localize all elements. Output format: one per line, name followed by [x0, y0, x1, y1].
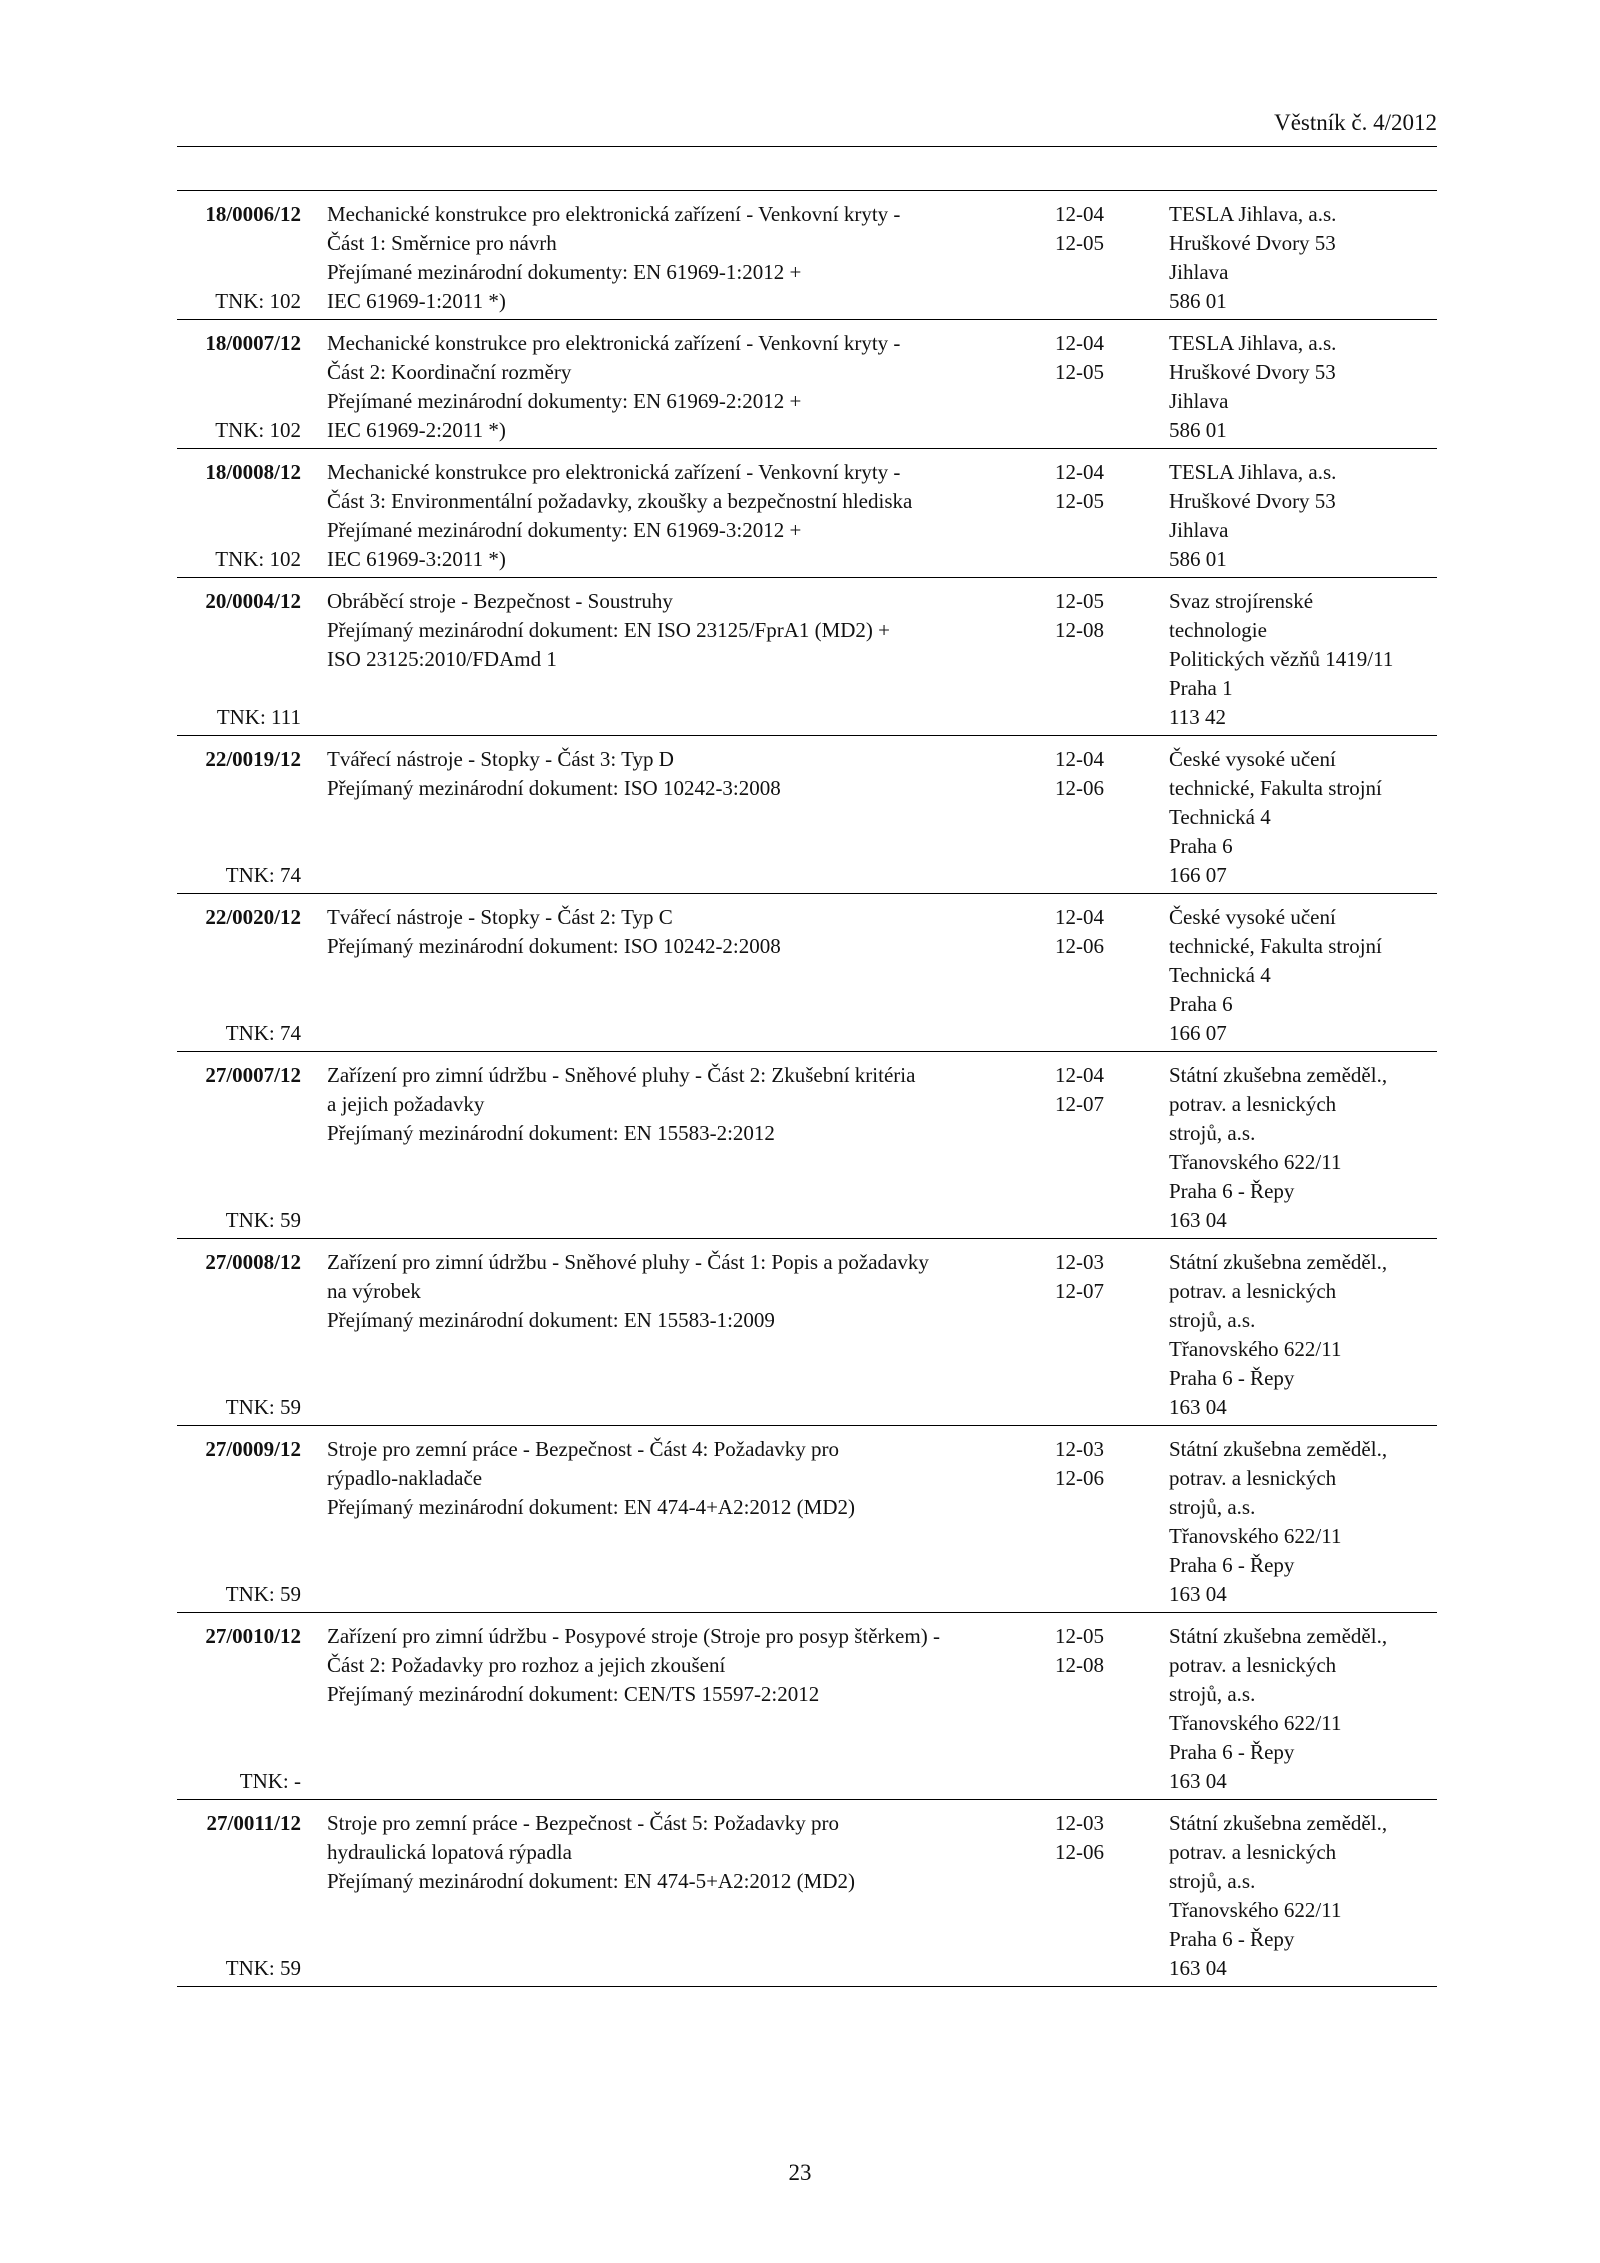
date-line: 12-04 [1055, 460, 1104, 484]
tnk-number: TNK: 74 [225, 863, 301, 887]
title-line: rýpadlo-nakladače [327, 1466, 483, 1490]
date-line: 12-05 [1055, 1624, 1104, 1648]
date-line: 12-04 [1055, 1063, 1104, 1087]
organization-line: strojů, a.s. [1169, 1121, 1256, 1145]
organization-line: Třanovského 622/11 [1169, 1898, 1342, 1922]
organization-line: České vysoké učení [1169, 905, 1336, 929]
standard-code: 27/0009/12 [205, 1437, 301, 1461]
standard-code: 22/0020/12 [205, 905, 301, 929]
standard-id-cell [177, 745, 301, 890]
date-line: 12-06 [1055, 776, 1104, 800]
organization-line: Technická 4 [1169, 805, 1271, 829]
title-line: Zařízení pro zimní údržbu - Posypové stroje (Stroje pro posyp štěrkem) - [327, 1624, 940, 1648]
standard-title-cell [327, 745, 1017, 803]
title-line: Obráběcí stroje - Bezpečnost - Soustruhy [327, 589, 673, 613]
organization-line: strojů, a.s. [1169, 1869, 1256, 1893]
date-line: 12-03 [1055, 1811, 1104, 1835]
organization-line: Jihlava [1169, 389, 1229, 413]
organization-line: potrav. a lesnických [1169, 1653, 1337, 1677]
standard-id-cell [177, 1248, 301, 1422]
organization-line: 166 07 [1169, 1021, 1227, 1045]
organization-cell [1169, 745, 1437, 890]
organization-line: 163 04 [1169, 1395, 1227, 1419]
organization-line: potrav. a lesnických [1169, 1092, 1337, 1116]
title-line: a jejich požadavky [327, 1092, 485, 1116]
title-line: Mechanické konstrukce pro elektronická zařízení - Venkovní kryty - [327, 331, 901, 355]
standard-title-cell [327, 903, 1017, 961]
date-line: 12-05 [1055, 231, 1104, 255]
standard-id-cell [177, 1061, 301, 1235]
organization-line: Praha 6 - Řepy [1169, 1366, 1295, 1390]
title-line: Přejímaný mezinárodní dokument: EN 15583-2:2012 [327, 1121, 775, 1145]
organization-line: Hruškové Dvory 53 [1169, 489, 1336, 513]
organization-line: Praha 6 - Řepy [1169, 1553, 1295, 1577]
dates-cell [1055, 1435, 1145, 1493]
title-line: Přejímaný mezinárodní dokument: ISO 10242-2:2008 [327, 934, 781, 958]
title-line: Přejímané mezinárodní dokumenty: EN 61969-2:2012 + [327, 389, 802, 413]
tnk-number: TNK: 74 [225, 1021, 301, 1045]
standard-id-cell [177, 458, 301, 574]
date-line: 12-08 [1055, 1653, 1104, 1677]
organization-line: technické, Fakulta strojní [1169, 776, 1382, 800]
table-row [177, 894, 1437, 1052]
organization-line: Státní zkušebna zeměděl., [1169, 1811, 1388, 1835]
page-number: 23 [788, 2160, 812, 2185]
organization-cell [1169, 1809, 1437, 1983]
title-line: Přejímaný mezinárodní dokument: EN 474-4+A2:2012 (MD2) [327, 1495, 856, 1519]
title-line: Přejímaný mezinárodní dokument: ISO 10242-3:2008 [327, 776, 781, 800]
tnk-number: TNK: 59 [225, 1956, 301, 1980]
organization-line: Jihlava [1169, 260, 1229, 284]
title-line: IEC 61969-3:2011 *) [327, 547, 506, 571]
title-line: Mechanické konstrukce pro elektronická zařízení - Venkovní kryty - [327, 202, 901, 226]
organization-line: Státní zkušebna zeměděl., [1169, 1437, 1388, 1461]
title-line: Část 2: Požadavky pro rozhoz a jejich zkoušení [327, 1653, 726, 1677]
date-line: 12-05 [1055, 489, 1104, 513]
organization-line: TESLA Jihlava, a.s. [1169, 460, 1337, 484]
organization-line: Třanovského 622/11 [1169, 1524, 1342, 1548]
date-line: 12-06 [1055, 1840, 1104, 1864]
organization-line: Hruškové Dvory 53 [1169, 360, 1336, 384]
organization-cell [1169, 329, 1437, 445]
tnk-number: TNK: 59 [225, 1208, 301, 1232]
title-line: Stroje pro zemní práce - Bezpečnost - Část 5: Požadavky pro [327, 1811, 840, 1835]
organization-cell [1169, 200, 1437, 316]
standard-title-cell [327, 200, 1017, 316]
standard-code: 27/0008/12 [205, 1250, 301, 1274]
organization-line: 113 42 [1169, 705, 1226, 729]
organization-line: Praha 6 - Řepy [1169, 1740, 1295, 1764]
date-line: 12-06 [1055, 934, 1104, 958]
table-row [177, 736, 1437, 894]
date-line: 12-04 [1055, 747, 1104, 771]
title-line: Přejímaný mezinárodní dokument: CEN/TS 15597-2:2012 [327, 1682, 820, 1706]
title-line: Část 2: Koordinační rozměry [327, 360, 572, 384]
organization-line: strojů, a.s. [1169, 1682, 1256, 1706]
date-line: 12-04 [1055, 331, 1104, 355]
organization-cell [1169, 903, 1437, 1048]
table-row [177, 320, 1437, 449]
organization-cell [1169, 1061, 1437, 1235]
organization-line: 163 04 [1169, 1769, 1227, 1793]
organization-line: 163 04 [1169, 1582, 1227, 1606]
dates-cell [1055, 1809, 1145, 1867]
organization-line: Státní zkušebna zeměděl., [1169, 1250, 1388, 1274]
tnk-number: TNK: 59 [225, 1582, 301, 1606]
standard-id-cell [177, 200, 301, 316]
organization-line: Praha 6 - Řepy [1169, 1927, 1295, 1951]
table-row [177, 1613, 1437, 1800]
tnk-number: TNK: 102 [215, 547, 301, 571]
standards-table [177, 190, 1437, 1987]
organization-line: Státní zkušebna zeměděl., [1169, 1624, 1388, 1648]
standard-title-cell [327, 458, 1017, 574]
standard-code: 27/0011/12 [206, 1811, 301, 1835]
standard-code: 27/0007/12 [205, 1063, 301, 1087]
dates-cell [1055, 458, 1145, 516]
organization-line: potrav. a lesnických [1169, 1840, 1337, 1864]
standard-code: 18/0007/12 [205, 331, 301, 355]
date-line: 12-08 [1055, 618, 1104, 642]
organization-line: Praha 6 [1169, 992, 1233, 1016]
organization-line: strojů, a.s. [1169, 1495, 1256, 1519]
organization-line: Jihlava [1169, 518, 1229, 542]
dates-cell [1055, 1622, 1145, 1680]
table-row [177, 1426, 1437, 1613]
organization-line: 166 07 [1169, 863, 1227, 887]
date-line: 12-05 [1055, 589, 1104, 613]
title-line: Mechanické konstrukce pro elektronická zařízení - Venkovní kryty - [327, 460, 901, 484]
standard-title-cell [327, 1622, 1017, 1709]
standard-id-cell [177, 1809, 301, 1983]
table-row [177, 578, 1437, 736]
organization-line: Technická 4 [1169, 963, 1271, 987]
standard-id-cell [177, 587, 301, 732]
standard-code: 18/0008/12 [205, 460, 301, 484]
title-line: Přejímaný mezinárodní dokument: EN 474-5+A2:2012 (MD2) [327, 1869, 856, 1893]
organization-line: 163 04 [1169, 1956, 1227, 1980]
organization-cell [1169, 1248, 1437, 1422]
organization-line: Třanovského 622/11 [1169, 1711, 1342, 1735]
dates-cell [1055, 329, 1145, 387]
date-line: 12-03 [1055, 1437, 1104, 1461]
date-line: 12-03 [1055, 1250, 1104, 1274]
tnk-number: TNK: 111 [216, 705, 301, 729]
tnk-number: TNK: 102 [215, 289, 301, 313]
date-line: 12-06 [1055, 1466, 1104, 1490]
standard-id-cell [177, 329, 301, 445]
organization-cell [1169, 587, 1437, 732]
standard-title-cell [327, 1435, 1017, 1522]
title-line: Přejímaný mezinárodní dokument: EN 15583-1:2009 [327, 1308, 775, 1332]
organization-cell [1169, 458, 1437, 574]
dates-cell [1055, 587, 1145, 645]
title-line: Zařízení pro zimní údržbu - Sněhové pluhy - Část 2: Zkušební kritéria [327, 1063, 916, 1087]
standard-title-cell [327, 587, 1017, 674]
dates-cell [1055, 903, 1145, 961]
standard-title-cell [327, 1061, 1017, 1148]
table-row [177, 1239, 1437, 1426]
organization-line: Svaz strojírenské [1169, 589, 1314, 613]
table-row [177, 1800, 1437, 1987]
title-line: Přejímané mezinárodní dokumenty: EN 61969-1:2012 + [327, 260, 802, 284]
organization-line: Praha 6 - Řepy [1169, 1179, 1295, 1203]
title-line: IEC 61969-2:2011 *) [327, 418, 506, 442]
dates-cell [1055, 200, 1145, 258]
title-line: Stroje pro zemní práce - Bezpečnost - Část 4: Požadavky pro [327, 1437, 840, 1461]
organization-line: Třanovského 622/11 [1169, 1150, 1342, 1174]
standard-code: 22/0019/12 [205, 747, 301, 771]
organization-line: strojů, a.s. [1169, 1308, 1256, 1332]
date-line: 12-04 [1055, 905, 1104, 929]
title-line: ISO 23125:2010/FDAmd 1 [327, 647, 557, 671]
standard-id-cell [177, 1435, 301, 1609]
standard-id-cell [177, 1622, 301, 1796]
standard-title-cell [327, 1809, 1017, 1896]
title-line: Zařízení pro zimní údržbu - Sněhové pluhy - Část 1: Popis a požadavky [327, 1250, 929, 1274]
dates-cell [1055, 745, 1145, 803]
title-line: Přejímané mezinárodní dokumenty: EN 61969-3:2012 + [327, 518, 802, 542]
dates-cell [1055, 1061, 1145, 1119]
tnk-number: TNK: 59 [225, 1395, 301, 1419]
standard-code: 18/0006/12 [205, 202, 301, 226]
organization-line: Praha 1 [1169, 676, 1233, 700]
standard-code: 27/0010/12 [205, 1624, 301, 1648]
table-row [177, 449, 1437, 578]
organization-line: 586 01 [1169, 418, 1227, 442]
date-line: 12-04 [1055, 202, 1104, 226]
organization-cell [1169, 1622, 1437, 1796]
standard-id-cell [177, 903, 301, 1048]
title-line: Tvářecí nástroje - Stopky - Část 3: Typ D [327, 747, 674, 771]
organization-line: Politických vězňů 1419/11 [1169, 647, 1394, 671]
organization-line: TESLA Jihlava, a.s. [1169, 331, 1337, 355]
standard-title-cell [327, 329, 1017, 445]
organization-line: Třanovského 622/11 [1169, 1337, 1342, 1361]
standard-title-cell [327, 1248, 1017, 1335]
organization-line: Hruškové Dvory 53 [1169, 231, 1336, 255]
title-line: Přejímaný mezinárodní dokument: EN ISO 23125/FprA1 (MD2) + [327, 618, 891, 642]
date-line: 12-07 [1055, 1092, 1104, 1116]
organization-line: 586 01 [1169, 547, 1227, 571]
table-row [177, 1052, 1437, 1239]
organization-line: Státní zkušebna zeměděl., [1169, 1063, 1388, 1087]
table-row [177, 191, 1437, 320]
dates-cell [1055, 1248, 1145, 1306]
title-line: Část 1: Směrnice pro návrh [327, 231, 557, 255]
organization-line: TESLA Jihlava, a.s. [1169, 202, 1337, 226]
organization-line: Praha 6 [1169, 834, 1233, 858]
date-line: 12-05 [1055, 360, 1104, 384]
organization-line: technické, Fakulta strojní [1169, 934, 1382, 958]
organization-line: technologie [1169, 618, 1267, 642]
organization-line: 586 01 [1169, 289, 1227, 313]
page-header [177, 108, 1437, 147]
organization-cell [1169, 1435, 1437, 1609]
title-line: na výrobek [327, 1279, 421, 1303]
title-line: hydraulická lopatová rýpadla [327, 1840, 572, 1864]
title-line: Tvářecí nástroje - Stopky - Část 2: Typ C [327, 905, 673, 929]
date-line: 12-07 [1055, 1279, 1104, 1303]
title-line: Část 3: Environmentální požadavky, zkoušky a bezpečnostní hlediska [327, 489, 913, 513]
organization-line: České vysoké učení [1169, 747, 1336, 771]
organization-line: potrav. a lesnických [1169, 1279, 1337, 1303]
organization-line: 163 04 [1169, 1208, 1227, 1232]
standard-code: 20/0004/12 [205, 589, 301, 613]
tnk-number: TNK: 102 [215, 418, 301, 442]
organization-line: potrav. a lesnických [1169, 1466, 1337, 1490]
title-line: IEC 61969-1:2011 *) [327, 289, 506, 313]
tnk-number: TNK: - [239, 1769, 301, 1793]
journal-title: Věstník č. 4/2012 [1274, 110, 1437, 135]
